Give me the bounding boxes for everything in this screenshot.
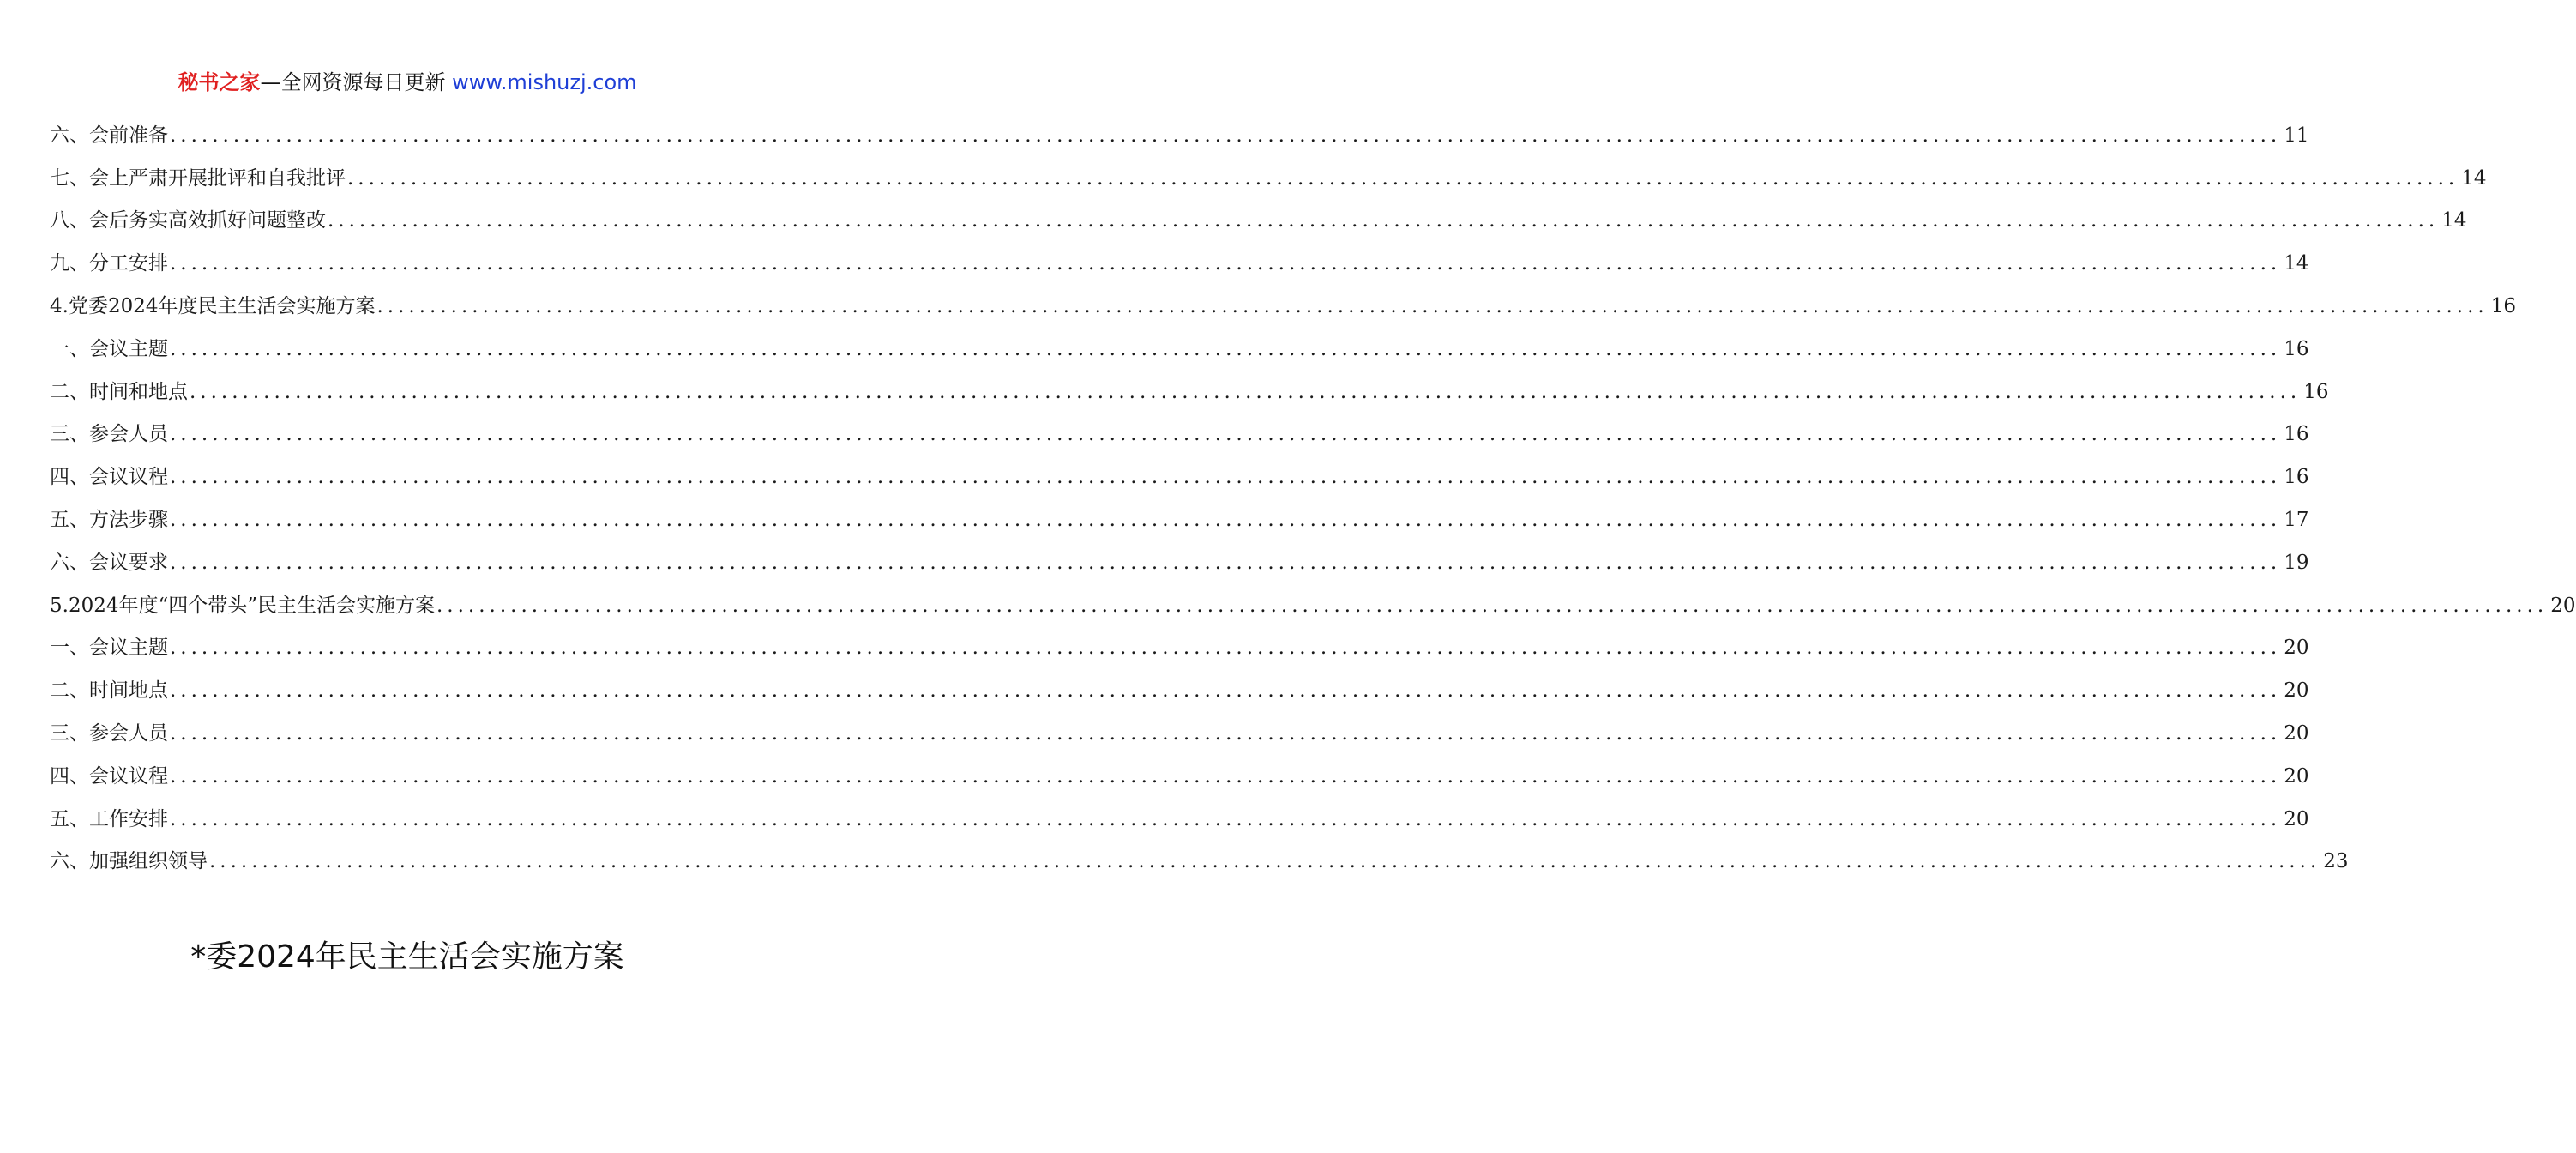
toc-entry-page-number: 17: [2284, 508, 2309, 531]
toc-entry-page-number: 20: [2284, 807, 2309, 830]
toc-entry-title: 八、会后务实高效抓好问题整改: [50, 209, 326, 232]
toc-entry-title: 4.党委2024年度民主生活会实施方案: [50, 294, 376, 317]
toc-entry[interactable]: [50, 450, 2309, 492]
toc-dot-leader: ........................................................................................................................................................................................................: [347, 166, 2459, 190]
toc-entry[interactable]: [50, 749, 2309, 792]
toc-entry-page-number: 20: [2284, 679, 2309, 703]
toc-entry-title: 二、时间和地点: [50, 380, 188, 403]
toc-entry-page-number: 19: [2284, 551, 2309, 574]
toc-entry-page-number: 20: [2284, 721, 2309, 745]
toc-dot-leader: ........................................................................................................................................................................................................: [209, 850, 2321, 873]
toc-dot-leader: ........................................................................................................................................................................................................: [376, 294, 2489, 317]
toc-entry[interactable]: [50, 621, 2309, 664]
toc-entry[interactable]: [50, 706, 2309, 749]
toc-entry[interactable]: [50, 835, 2349, 878]
toc-dot-leader: ........................................................................................................................................................................................................: [170, 337, 2282, 360]
toc-entry-title: 二、时间地点: [50, 679, 168, 703]
toc-dot-leader: ........................................................................................................................................................................................................: [190, 380, 2302, 403]
toc-entry-title: 六、会前准备: [50, 124, 168, 147]
toc-entry-page-number: 16: [2284, 337, 2309, 360]
toc-entry[interactable]: [50, 492, 2309, 535]
toc-entry-page-number: 14: [2441, 209, 2467, 232]
site-tagline: —全网资源每日更新: [260, 70, 446, 94]
toc-entry[interactable]: [50, 151, 2487, 194]
toc-entry-title: 七、会上严肃开展批评和自我批评: [50, 166, 346, 190]
toc-entry[interactable]: [50, 407, 2309, 450]
toc-entry-title: 四、会议议程: [50, 466, 168, 489]
toc-entry[interactable]: [50, 194, 2467, 237]
toc-entry-page-number: 20: [2284, 764, 2309, 788]
toc-dot-leader: ........................................................................................................................................................................................................: [328, 209, 2440, 232]
toc-entry-title: 三、参会人员: [50, 423, 168, 446]
toc-dot-leader: ........................................................................................................................................................................................................: [170, 721, 2282, 745]
toc-entry-title: 四、会议议程: [50, 764, 168, 788]
site-header: [0, 69, 815, 96]
toc-dot-leader: ........................................................................................................................................................................................................: [170, 124, 2282, 147]
site-brand: 秘书之家: [178, 70, 261, 94]
toc-entry[interactable]: [50, 365, 2329, 407]
toc-entry-page-number: 16: [2303, 380, 2329, 403]
toc-entry-title: 5.2024年度“四个带头”民主生活会实施方案: [50, 594, 435, 617]
toc-entry[interactable]: [50, 792, 2309, 835]
document-title: *委2024年民主生活会实施方案: [190, 939, 624, 975]
toc-dot-leader: ........................................................................................................................................................................................................: [170, 807, 2282, 830]
toc-entry[interactable]: [50, 108, 2309, 151]
table-of-contents: [50, 108, 2576, 877]
toc-entry-page-number: 11: [2284, 124, 2309, 147]
toc-dot-leader: ........................................................................................................................................................................................................: [436, 594, 2549, 617]
toc-entry-page-number: 16: [2490, 294, 2516, 317]
toc-entry-page-number: 20: [2550, 594, 2576, 617]
toc-entry-title: 九、分工安排: [50, 252, 168, 275]
toc-dot-leader: ........................................................................................................................................................................................................: [170, 466, 2282, 489]
toc-entry[interactable]: [50, 322, 2309, 365]
toc-dot-leader: ........................................................................................................................................................................................................: [170, 551, 2282, 574]
toc-entry-title: 六、加强组织领导: [50, 850, 208, 873]
toc-dot-leader: ........................................................................................................................................................................................................: [170, 508, 2282, 531]
toc-entry-page-number: 16: [2284, 423, 2309, 446]
site-url-link[interactable]: www.mishuzj.com: [452, 70, 637, 94]
toc-entry-page-number: 16: [2284, 466, 2309, 489]
toc-dot-leader: ........................................................................................................................................................................................................: [170, 764, 2282, 788]
toc-entry-page-number: 14: [2284, 252, 2309, 275]
toc-entry-title: 五、方法步骤: [50, 508, 168, 531]
toc-entry[interactable]: [50, 236, 2309, 279]
toc-dot-leader: ........................................................................................................................................................................................................: [170, 679, 2282, 703]
toc-dot-leader: ........................................................................................................................................................................................................: [170, 252, 2282, 275]
toc-entry-page-number: 14: [2461, 166, 2487, 190]
toc-entry-page-number: 23: [2323, 850, 2349, 873]
toc-entry[interactable]: [50, 663, 2309, 706]
toc-entry-title: 一、会议主题: [50, 637, 168, 660]
toc-entry-title: 三、参会人员: [50, 721, 168, 745]
toc-entry[interactable]: [50, 578, 2576, 621]
toc-entry[interactable]: [50, 535, 2309, 578]
toc-entry-title: 六、会议要求: [50, 551, 168, 574]
toc-entry[interactable]: [50, 279, 2516, 322]
toc-dot-leader: ........................................................................................................................................................................................................: [170, 637, 2282, 660]
toc-entry-title: 五、工作安排: [50, 807, 168, 830]
toc-dot-leader: ........................................................................................................................................................................................................: [170, 423, 2282, 446]
toc-entry-page-number: 20: [2284, 637, 2309, 660]
toc-entry-title: 一、会议主题: [50, 337, 168, 360]
